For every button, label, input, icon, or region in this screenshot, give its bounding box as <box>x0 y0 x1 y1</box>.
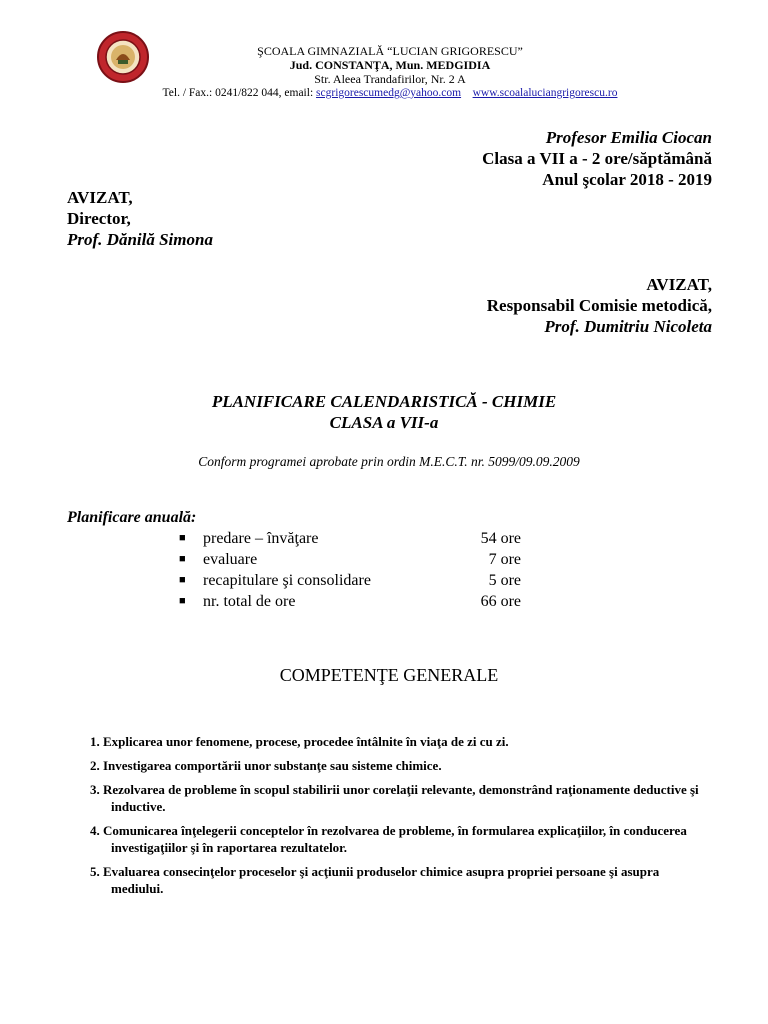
competences-list <box>90 733 712 904</box>
competence-item: 5. Evaluarea consecinţelor proceselor şi acţiunii produselor chimice asupra propriei persoane şi asupra mediului. <box>90 864 660 896</box>
annual-item <box>179 549 579 570</box>
square-bullet-icon: ■ <box>179 574 186 586</box>
annual-item-label: predare – învăţare <box>203 530 319 547</box>
annual-item-value: 66 ore <box>480 593 521 610</box>
competence-item: 1. Explicarea unor fenomene, procese, procedee întâlnite în viaţa de zi cu zi. <box>90 734 509 749</box>
teacher-block <box>380 127 712 190</box>
annual-item <box>179 591 579 612</box>
county-line: Jud. CONSTANŢA, Mun. MEDGIDIA <box>289 58 491 72</box>
competence-item: 2. Investigarea comportării unor substanţe sau sisteme chimice. <box>90 758 442 773</box>
director-block <box>67 187 367 250</box>
school-address: Str. Aleea Trandafirilor, Nr. 2 A <box>314 72 466 86</box>
title-line-2: CLASA a VII-a <box>329 413 439 432</box>
square-bullet-icon: ■ <box>179 532 186 544</box>
commission-block <box>380 274 712 337</box>
teacher-name: Profesor Emilia Ciocan <box>545 128 712 147</box>
annual-item-value: 7 ore <box>488 551 521 568</box>
annual-item <box>179 528 579 549</box>
contact-line <box>140 86 640 100</box>
annual-list <box>179 528 579 612</box>
phone-label: Tel. / Fax.: 0241/822 044, email: <box>162 87 314 99</box>
director-role: Director, <box>67 209 131 228</box>
annual-item-label: nr. total de ore <box>203 593 296 610</box>
annual-item <box>179 570 579 591</box>
annual-item-label: evaluare <box>203 551 258 568</box>
director-name: Prof. Dănilă Simona <box>67 230 213 249</box>
annual-item-value: 5 ore <box>488 572 521 589</box>
competence-item: 4. Comunicarea înţelegerii conceptelor în rezolvarea de probleme, în formularea explicaţiilor, în conducerea investigaţiilor şi în raportarea rezultatelor. <box>90 823 687 855</box>
commission-name: Prof. Dumitriu Nicoleta <box>544 317 712 336</box>
competence-item: 3. Rezolvarea de probleme în scopul stabilirii unor corelaţii relevante, demonstrând raţionamente deductive şi inductive. <box>90 782 699 814</box>
square-bullet-icon: ■ <box>179 553 186 565</box>
commission-role: Responsabil Comisie metodică, <box>486 296 712 315</box>
annual-title: Planificare anuală: <box>67 509 197 526</box>
annual-item-label: recapitulare şi consolidare <box>203 572 371 589</box>
annual-item-value: 54 ore <box>480 530 521 547</box>
square-bullet-icon: ■ <box>179 595 186 607</box>
title-line-1: PLANIFICARE CALENDARISTICĂ - CHIMIE <box>211 392 557 411</box>
website-link[interactable]: www.scoalaluciangrigorescu.ro <box>472 87 618 99</box>
email-link[interactable]: scgrigorescumedg@yahoo.com <box>316 87 462 99</box>
conform-note: Conform programei aprobate prin ordin M.E.C.T. nr. 5099/09.09.2009 <box>198 454 580 469</box>
school-name: ŞCOALA GIMNAZIALĂ “LUCIAN GRIGORESCU” <box>257 44 523 58</box>
director-avizat: AVIZAT, <box>67 188 133 207</box>
class-hours: Clasa a VII a - 2 ore/săptămână <box>482 149 712 168</box>
school-year: Anul şcolar 2018 - 2019 <box>542 170 712 189</box>
competences-title: COMPETENŢE GENERALE <box>279 665 499 685</box>
document-title <box>0 391 768 433</box>
school-header <box>140 44 640 100</box>
commission-avizat: AVIZAT, <box>646 275 712 294</box>
